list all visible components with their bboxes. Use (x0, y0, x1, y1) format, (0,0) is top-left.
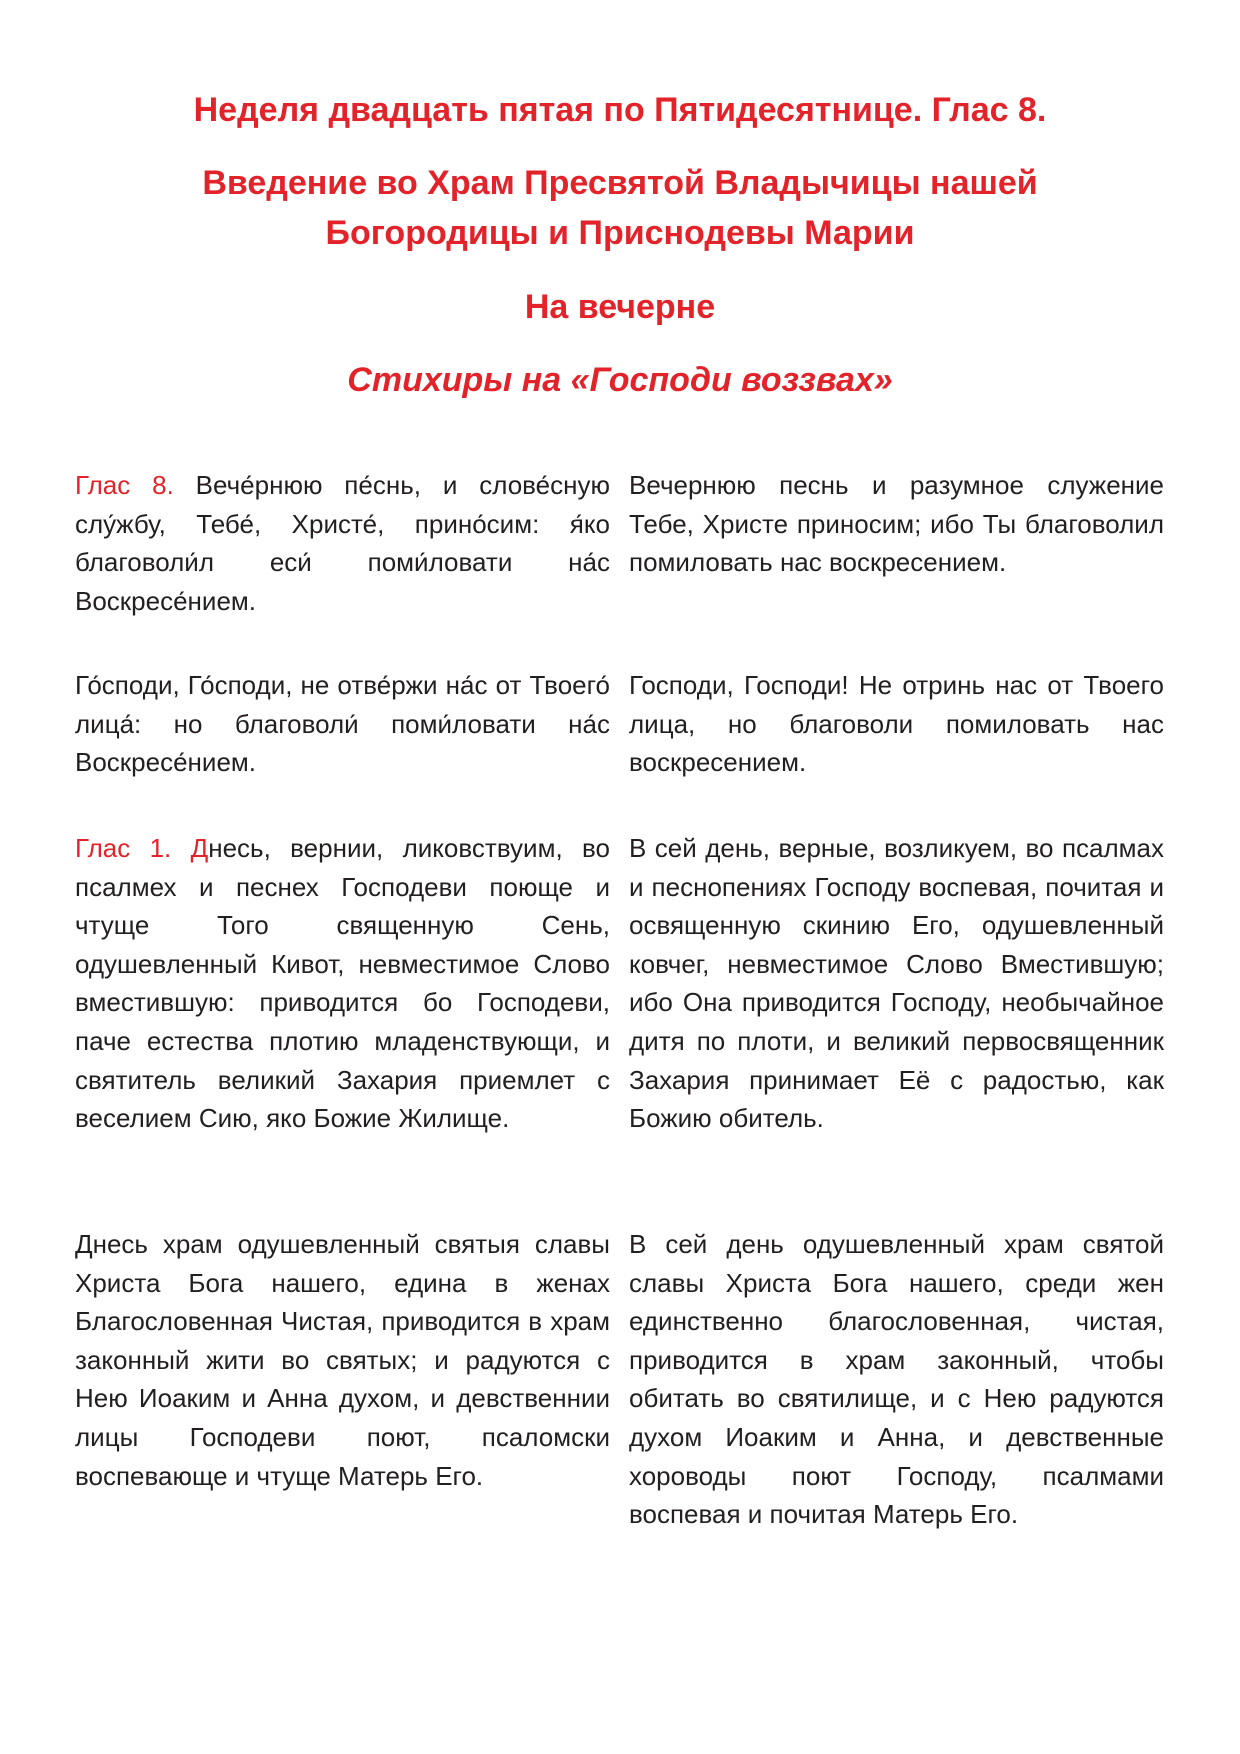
tone-label: Глас 1. (75, 833, 172, 863)
stanza-2-slavonic: Го́споди, Го́споди, не отве́ржи на́с от Твоего́ лица́: но благоволи́ поми́ловати на́с Воскресе́нием. (75, 670, 610, 778)
stanza-3-russian: В сей день, верные, возликуем, во псалмах и песнопениях Господу воспевая, почитая и освященную скинию Его, одушевленный ковчег, невместимое Слово Вместившую; ибо Она приводится Господу, необычайное дитя по плоти, и великий первосвященник Захария принимает Её с радостью, как Божию обитель. (629, 833, 1164, 1134)
section-heading: Стихиры на «Господи воззвах» (347, 361, 893, 399)
initial-letter: Д (171, 833, 209, 863)
feast-heading (0, 158, 1240, 258)
stanza-4-slavonic: Днесь храм одушевленный святыя славы Христа Бога нашего, едина в женах Благословенная Чистая, приводится в храм законный жити во святых; и радуются с Нею Иоаким и Анна духом, и девственнии лицы Господеви поют, псаломски воспевающе и чтуще Матерь Его. (75, 1229, 610, 1491)
feast-heading-line1: Введение во Храм Пресвятой Владычицы нашей (202, 164, 1038, 202)
feast-heading-line2: Богородицы и Приснодевы Марии (325, 214, 915, 252)
stanza-2-russian: Господи, Господи! Не отринь нас от Твоего лица, но благоволи помиловать нас воскресением. (629, 670, 1164, 778)
stanza-1-russian: Вечернюю песнь и разумное служение Тебе, Христе приносим; ибо Ты благоволил помиловать нас воскресением. (629, 470, 1164, 578)
stanza-3-slavonic (75, 829, 610, 1138)
service-heading: На вечерне (524, 288, 716, 326)
stanza-1-slavonic (75, 466, 610, 620)
week-heading: Неделя двадцать пятая по Пятидесятнице. Глас 8. (193, 91, 1047, 129)
stanza-4-russian: В сей день одушевленный храм святой славы Христа Бога нашего, среди жен единственно благословенная, чистая, приводится в храм законный, чтобы обитать во святилище, и с Нею радуются духом Иоаким и Анна, и девственные хороводы поют Господу, псалмами воспевая и почитая Матерь Его. (629, 1229, 1164, 1530)
tone-label: Глас 8. (75, 470, 174, 500)
stanza-text: несь, вернии, ликовствуим, во псалмех и песнех Господеви поюще и чтуще Того священную Сень, одушевленный Кивот, невместимое Слово вместившую: приводится бо Господеви, паче естества плотию младенствующи, и святитель великий Захария приемлет с веселием Сию, яко Божие Жилище. (75, 833, 610, 1134)
stanza-text: Вече́рнюю пе́снь, и слове́сную слу́жбу, Тебе́, Христе́, прино́сим: я́ко благоволи́л еси́ поми́ловати на́с Воскресе́нием. (75, 470, 610, 616)
